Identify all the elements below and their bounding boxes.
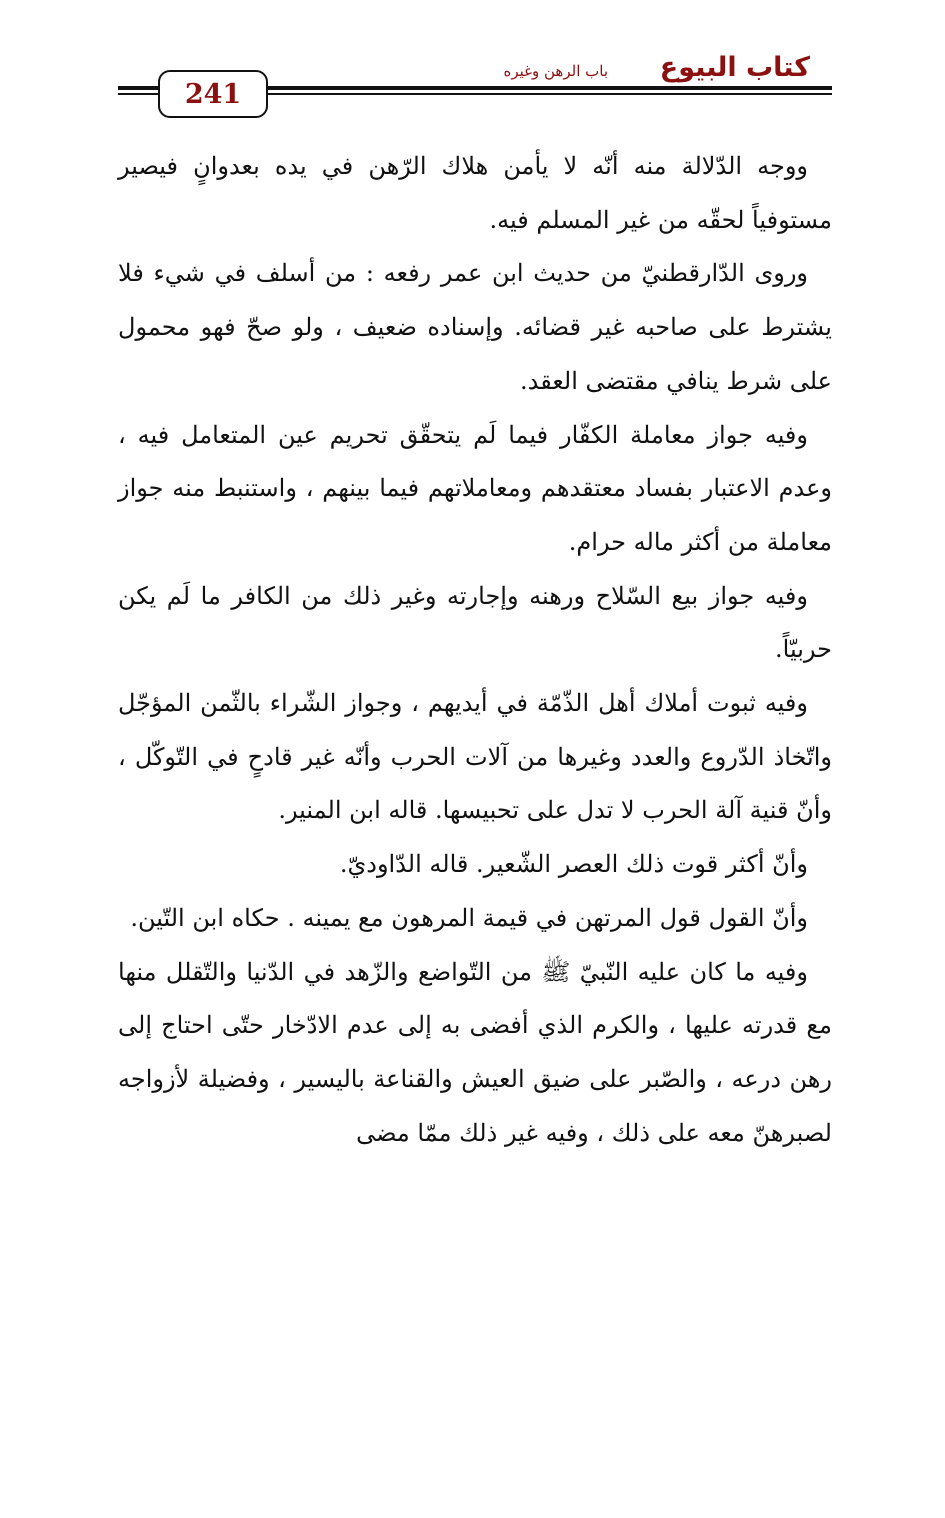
- page-number: 241: [158, 70, 268, 118]
- paragraph: وفيه ثبوت أملاك أهل الذّمّة في أيديهم ، وجواز الشّراء بالثّمن المؤجّل واتّخاذ الدّروع والعدد وغيرها من آلات الحرب وأنّه غير قادحٍ في التّوكّل ، وأنّ قنية آلة الحرب لا تدل على تحبيسها. قاله ابن المنير.: [118, 689, 832, 825]
- book-title: كتاب البيوع: [659, 52, 810, 83]
- paragraph: وأنّ أكثر قوت ذلك العصر الشّعير. قاله الدّاوديّ.: [339, 850, 808, 879]
- paragraph: ووجه الدّلالة منه أنّه لا يأمن هلاك الرّهن في يده بعدوانٍ فيصير مستوفياً لحقّه من غير المسلم فيه.: [118, 152, 832, 234]
- paragraph: وفيه جواز معاملة الكفّار فيما لَم يتحقّق تحريم عين المتعامل فيه ، وعدم الاعتبار بفساد معتقدهم ومعاملاتهم فيما بينهم ، واستنبط منه جواز معاملة من أكثر ماله حرام.: [118, 420, 832, 556]
- paragraph: وروى الدّارقطنيّ من حديث ابن عمر رفعه : من أسلف في شيء فلا يشترط على صاحبه غير قضائه. وإسناده ضعيف ، ولو صحّ فهو محمول على شرط ينافي مقتضى العقد.: [118, 259, 832, 395]
- page-body: [118, 140, 832, 1160]
- paragraph: وفيه جواز بيع السّلاح ورهنه وإجارته وغير ذلك من الكافر ما لَم يكن حربيّاً.: [118, 581, 832, 664]
- chapter-title: باب الرهن وغيره: [503, 62, 608, 80]
- paragraph: وأنّ القول قول المرتهن في قيمة المرهون مع يمينه . حكاه ابن التّين.: [130, 903, 808, 932]
- page-header: [118, 50, 832, 120]
- paragraph: وفيه ما كان عليه النّبيّ ﷺ من التّواضع والزّهد في الدّنيا والتّقلل منها مع قدرته عليها ، والكرم الذي أفضى به إلى عدم الادّخار حتّى احتاج إلى رهن درعه ، والصّبر على ضيق العيش والقناعة باليسير ، وفضيلة لأزواجه لصبرهنّ معه على ذلك ، وفيه غير ذلك ممّا مضى: [118, 957, 833, 1147]
